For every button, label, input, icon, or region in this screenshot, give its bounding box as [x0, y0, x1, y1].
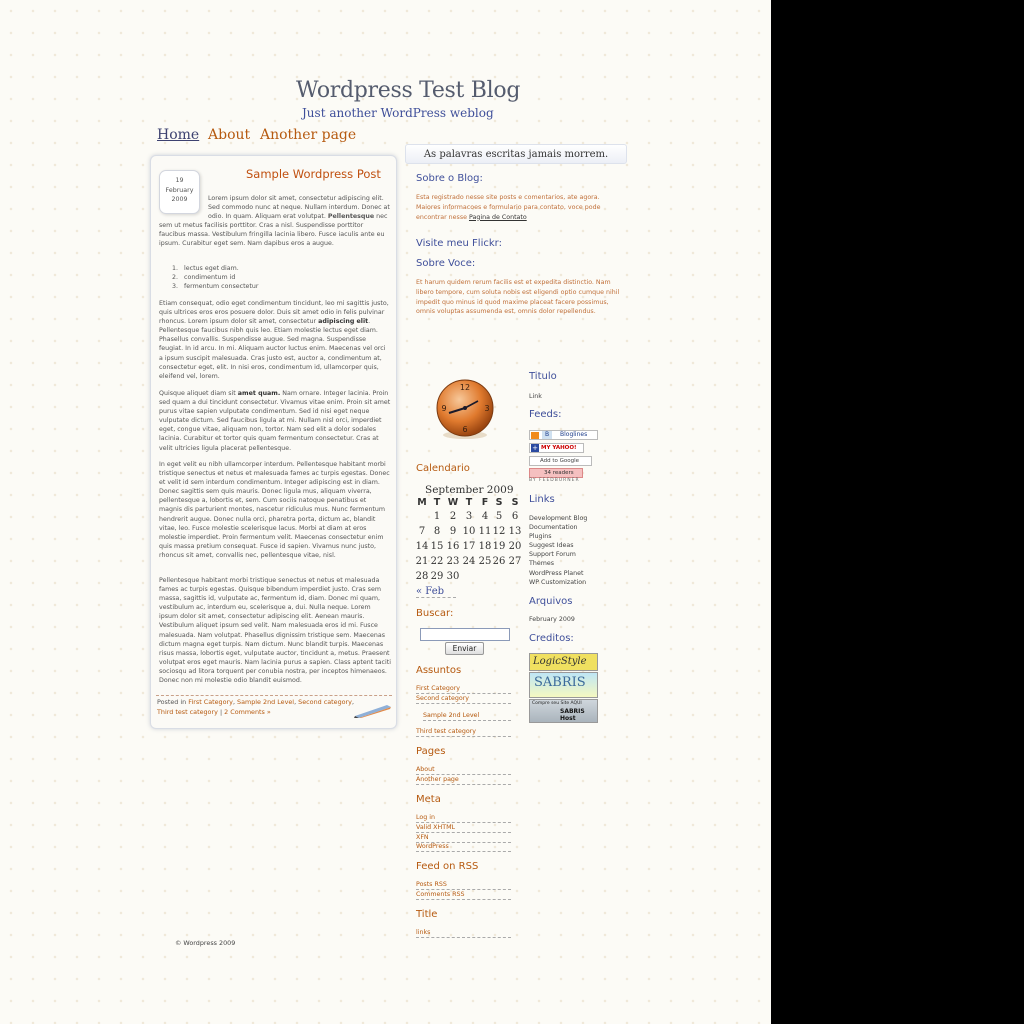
sabris-credit-banner[interactable]: SABRIS: [529, 672, 598, 698]
calendar-day: 17: [462, 541, 476, 552]
blogroll-link[interactable]: Support Forum: [529, 551, 576, 558]
post-footer-divider: [156, 695, 392, 696]
calendar-day: 27: [508, 556, 522, 567]
clock-num-3: 3: [484, 404, 490, 413]
sobre-blog-heading: Sobre o Blog:: [416, 173, 483, 184]
calendar-day-header: S: [495, 497, 503, 508]
category-link[interactable]: Sample 2nd Level: [423, 712, 511, 721]
calendar-day: 15: [430, 541, 444, 552]
calendar-day: 12: [492, 526, 506, 537]
calendar-caption: September 2009: [425, 484, 514, 496]
calendar-day: 4: [481, 511, 489, 522]
clock-num-6: 6: [462, 425, 468, 434]
myyahoo-badge[interactable]: + MY YAHOO!: [529, 443, 584, 453]
post-date-day: 19: [175, 177, 184, 184]
list-item: 3. fermentum consectetur: [172, 283, 259, 291]
list-item: 2. condimentum id: [172, 274, 236, 282]
sobre-voce-text: Et harum quidem rerum facilis est et expedita distinctio. Nam libero tempore, cum soluta nobis est eligendi optio cumque nihil impedit quo minus id quod maxime placeat facere possimus, omnis voluptas assumenda est, omnis dolor repellendus.: [416, 279, 620, 316]
pages-heading: Pages: [416, 746, 446, 757]
calendar-day: 23: [446, 556, 460, 567]
calendar-day: 7: [418, 526, 426, 537]
clock-num-9: 9: [441, 404, 447, 413]
calendar-day: 16: [446, 541, 460, 552]
calendar-day: 8: [433, 526, 441, 537]
post-intro-paragraph: Lorem ipsum dolor sit amet, consectetur adipiscing elit. Sed commodo nunc at neque. Nullam interdum. Donec at odio. In quam. Aliquam erat volutpat. Pellentesque nec sem ut metus facilisis porttitor. Cras a nisl. Suspendisse porttitor faucibus massa. Vestibulum fringilla lacinia libero. Fusce iaculis ante eu ipsum. Curabitur eget sem. Nam dapibus eros a augue.: [159, 195, 390, 248]
blogroll-link[interactable]: Plugins: [529, 533, 552, 540]
nav-another-page[interactable]: Another page: [260, 127, 357, 143]
meta-link[interactable]: WordPress: [416, 843, 511, 852]
calendar-day: 19: [492, 541, 506, 552]
category-link[interactable]: Second category: [416, 695, 511, 704]
bloglines-badge[interactable]: B Bloglines: [529, 430, 598, 440]
calendar-day: 14: [415, 541, 429, 552]
category-link[interactable]: Sample 2nd Level: [237, 698, 295, 706]
post-paragraph-5: Pellentesque habitant morbi tristique senectus et netus et malesuada fames ac turpis egestas. Quisque bibendum imperdiet justo. Cras sem massa, sagittis id, vulputate ac, fermentum id, diam. Donec mi quam, vestibulum ac, interdum eu, scelerisque a, dui. Nulla neque. Lorem ipsum dolor sit amet, consectetur adipiscing elit. Aenean mauris. Vestibulum aliquet ipsum sed velit. Nam malesuada eros id mi. Fusce malesuada. Nam volutpat. Phasellus dignissim tristique sem. Maecenas dictum magna eget turpis. Nam dictum. Nunc blandit turpis. Maecenas risus massa, lobortis eget, vulputate auctor, tincidunt a, metus. Praesent volutpat eros eget mauris. Nam lacinia purus a sapien. Class aptent taciti sociosqu ad litora torquent per conubia nostra, per inceptos himenaeos. Donec non mi molestie odio blandit euismod.: [159, 577, 391, 685]
titulo-heading: Titulo: [529, 371, 557, 382]
calendar-day: 13: [508, 526, 522, 537]
category-link[interactable]: First Category: [188, 698, 233, 706]
calendar-day: 22: [430, 556, 444, 567]
search-input[interactable]: [420, 628, 510, 641]
calendar-day-header: M: [417, 497, 427, 508]
page-link[interactable]: Another page: [416, 776, 511, 785]
search-heading: Buscar:: [416, 608, 454, 619]
calendar-day: 6: [511, 511, 519, 522]
post-date-month: February: [165, 186, 194, 194]
category-link[interactable]: Third test category: [416, 728, 511, 737]
blogroll-link[interactable]: Themes: [529, 560, 554, 567]
post-ordered-list: [172, 264, 258, 291]
blogroll-link[interactable]: Documentation: [529, 524, 578, 531]
post-paragraph-2: Etiam consequat, odio eget condimentum tincidunt, leo mi sagittis justo, quis ultrices eros eros posuere dolor. Duis sit amet odio in felis pulvinar rhoncus. Lorem ipsum dolor sit amet, consectetur adipiscing elit. Pellentesque faucibus nibh quis leo. Etiam molestie lectus eget diam. Phasellus convallis. Suspendisse augue. Sed magna. Suspendisse feugiat. In id arcu. In mi. Aliquam auctor luctus enim. Maecenas vel orci a ipsum suscipit malesuada. Cras justo est, auctor a, condimentum at, consectetur eget, elit. In nisi eros, condimentum id, ullamcorper quis, eleifend vel, lorem.: [159, 300, 389, 380]
comments-link[interactable]: 2 Comments »: [224, 707, 271, 716]
nav-home[interactable]: Home: [157, 127, 200, 143]
calendar-day-header: T: [433, 497, 441, 508]
sidebar-quote-banner: As palavras escritas jamais morrem.: [405, 144, 627, 164]
titulo-link[interactable]: Link: [529, 393, 542, 400]
feedburner-label: BY FEEDBURNER: [529, 478, 580, 483]
calendar-day: 29: [430, 571, 444, 582]
blogroll-link[interactable]: Suggest Ideas: [529, 542, 574, 549]
google-badge[interactable]: Add to Google: [529, 456, 592, 466]
feed-link[interactable]: Comments RSS: [416, 891, 511, 900]
category-link[interactable]: First Category: [416, 685, 511, 694]
page-link[interactable]: About: [416, 766, 511, 775]
calendar-day: 20: [508, 541, 522, 552]
plus-icon: +: [532, 444, 538, 452]
calendar-day: 3: [465, 511, 473, 522]
arquivos-heading: Arquivos: [529, 596, 573, 607]
post-paragraph-4: In eget velit eu nibh ullamcorper interdum. Pellentesque habitant morbi tristique senectus et netus et malesuada fames ac turpis egestas. Donec et velit id sem interdum condimentum. Integer adipiscing est in diam. Donec sagittis sem quis mauris. Donec ligula mus, aliquam viverra, pellentesque a, lobortis et, sem. Cum sociis natoque penatibus et magnis dis parturient montes, nascetur ridiculus mus. Nunc fermentum hendrerit augue. Donec nulla orci, pharetra porta, dictum ac, blandit vitae, leo. Fusce molestie scelerisque lacus. Morbi at diam at eros molestie imperdiet. Proin fermentum velit. Maecenas consectetur enim quis massa pretium consequat. Fusce id sapien. Vivamus nunc justo, rhoncus sit amet, convallis nec, pellentesque vitae, nisl.: [159, 461, 390, 559]
post-meta-footer: Posted in First Category, Sample 2nd Level, Second category, Third test category | 2 Comments »: [157, 698, 355, 716]
meta-heading: Meta: [416, 794, 441, 805]
feed-rss-heading: Feed on RSS: [416, 861, 479, 872]
calendar-day: 9: [449, 526, 457, 537]
calendar-day: 24: [462, 556, 476, 567]
calendar-day: 18: [478, 541, 492, 552]
footer-copyright: © Wordpress 2009: [175, 939, 236, 947]
sobre-blog-text: Esta registrado nesse site posts e comentarios, ate agora. Maiores informacoes e formulario para contato, voce pode encontrar nesse Pagina de Contato: [416, 194, 601, 221]
calendar-day: 25: [478, 556, 492, 567]
sobre-voce-heading: Sobre Voce:: [416, 258, 476, 269]
category-link[interactable]: Second category: [298, 698, 352, 706]
archive-link[interactable]: February 2009: [529, 616, 575, 623]
category-link[interactable]: Third test category: [157, 707, 218, 716]
calendar-day: 28: [415, 571, 429, 582]
calendar-heading: Calendario: [416, 463, 470, 474]
calendar-day-header: T: [465, 497, 473, 508]
meta-link[interactable]: XFN: [416, 834, 511, 843]
post-title[interactable]: Sample Wordpress Post: [246, 167, 381, 181]
calendar-day-header: S: [511, 497, 519, 508]
meta-link[interactable]: Valid XHTML: [416, 824, 511, 833]
calendar-day: 30: [446, 571, 460, 582]
feed-link[interactable]: Posts RSS: [416, 881, 511, 890]
calendar-day: 5: [495, 511, 503, 522]
logicstyle-credit-banner[interactable]: LogicStyle: [529, 653, 598, 671]
pencil-icon: [353, 702, 393, 718]
calendar-day: 2: [449, 511, 457, 522]
feeds-heading: Feeds:: [529, 409, 562, 420]
rss-icon: [531, 432, 539, 439]
feedburner-readers-badge[interactable]: 34 readers: [529, 468, 583, 478]
links-heading: Links: [529, 494, 555, 505]
clock-icon: [434, 377, 496, 441]
post-date-year: 2009: [171, 196, 188, 203]
title-heading: Title: [416, 909, 438, 920]
calendar-day: 21: [415, 556, 429, 567]
calendar-day: 1: [433, 511, 441, 522]
creditos-heading: Creditos:: [529, 633, 574, 644]
clock-num-12: 12: [459, 383, 471, 392]
calendar-day: 26: [492, 556, 506, 567]
calendar-day-header: F: [481, 497, 489, 508]
contact-page-link[interactable]: Pagina de Contato: [468, 213, 527, 221]
title-link[interactable]: links: [416, 929, 511, 938]
blogroll-link[interactable]: WordPress Planet: [529, 570, 584, 577]
list-item: 1. lectus eget diam.: [172, 265, 239, 272]
blog-title[interactable]: Wordpress Test Blog: [296, 78, 521, 103]
sabris-host-banner[interactable]: Compre seu Site AQUI SABRIS Host: [529, 699, 598, 723]
nav-about[interactable]: About: [208, 127, 251, 143]
calendar-day: 10: [462, 526, 476, 537]
calendar-day-header: W: [447, 497, 459, 508]
blogroll-link[interactable]: Development Blog: [529, 515, 588, 522]
assuntos-heading: Assuntos: [416, 665, 462, 676]
calendar-prev-link[interactable]: « Feb: [416, 586, 456, 598]
blog-tagline: Just another WordPress weblog: [302, 106, 494, 120]
calendar-day: 11: [478, 526, 492, 537]
blogroll-link[interactable]: WP Customization: [529, 579, 587, 586]
flickr-heading[interactable]: Visite meu Flickr:: [416, 238, 502, 249]
meta-link[interactable]: Log in: [416, 814, 511, 823]
search-submit-button[interactable]: Enviar: [445, 642, 484, 655]
post-paragraph-3: Quisque aliquet diam sit amet quam. Nam ornare. Integer lacinia. Proin sed quam a dui tincidunt consectetur. Vivamus vitae enim. Proin sit amet purus vitae sapien vulputate condimentum. Sed id nisi eget neque vulputate dictum. Sed faucibus ligula at mi. Nullam nisl orci, imperdiet eget, congue vitae, aliquam non, tortor. Nam sed elit a dolor sodales lacinia. Curabitur et tortor quis quam fermentum consectetur. Cras at velit ultricies ligula placerat pellentesque.: [159, 390, 391, 452]
black-side-panel: [771, 0, 1024, 1024]
